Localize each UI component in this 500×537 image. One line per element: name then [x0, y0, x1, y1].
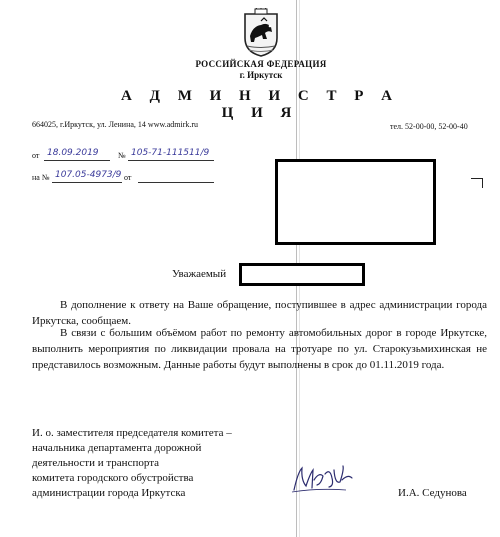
redacted-addressee-name [239, 263, 365, 286]
ref-date-prefix-label: от [124, 173, 132, 182]
reference-number: 107.05-4973/9 [55, 170, 122, 180]
letterhead-address: 664025, г.Иркутск, ул. Ленина, 14 www.admirk.ru [32, 120, 199, 129]
letterhead-city: г. Иркутск [239, 70, 283, 80]
registration-date: 18.09.2019 [47, 148, 99, 158]
registration-number: 105-71-111511/9 [131, 148, 210, 158]
signature-block [32, 426, 232, 501]
redacted-addressee [275, 159, 436, 245]
signer-name: И.А. Седунова [398, 487, 467, 499]
signatory-title-line: начальника департамента дорожной [32, 442, 202, 454]
letterhead-country: РОССИЙСКАЯ ФЕДЕРАЦИЯ [195, 59, 327, 69]
paragraph-text: В дополнение к ответу на Ваше обращение, поступившее в адрес администрации города Иркутска, сообщаем. [32, 299, 487, 327]
coat-of-arms-icon [241, 8, 281, 58]
body-paragraph-2 [32, 325, 487, 373]
letterhead-phone: тел. 52-00-00, 52-00-40 [390, 122, 468, 131]
ref-date-underline [138, 182, 214, 183]
salutation: Уважаемый [172, 268, 227, 280]
ref-number-underline [52, 182, 122, 183]
signatory-title-line: администрации города Иркутска [32, 487, 186, 499]
paragraph-text: В связи с большим объёмом работ по ремонту автомобильных дорог в городе Иркутске, выполнить мероприятия по ликвидации провала на тротуаре по ул. Старокузьмихинская не представилось возможным. Данные работы будут выполнены в срок до 01.11.2019 года. [32, 327, 487, 371]
ref-prefix-label: на № [32, 173, 50, 182]
number-underline [128, 160, 214, 161]
date-underline [44, 160, 110, 161]
signatory-title-line: деятельности и транспорта [32, 457, 160, 469]
letterhead-organization: А Д М И Н И С Т Р А Ц И Я [121, 88, 399, 121]
address-corner-mark-vertical [482, 178, 483, 188]
signatory-title-line: И. о. заместителя председателя комитета – [32, 427, 232, 439]
number-sign-label: № [118, 151, 126, 160]
date-prefix-label: от [32, 151, 40, 160]
signatory-title-line: комитета городского обустройства [32, 472, 194, 484]
handwritten-signature [288, 460, 358, 496]
